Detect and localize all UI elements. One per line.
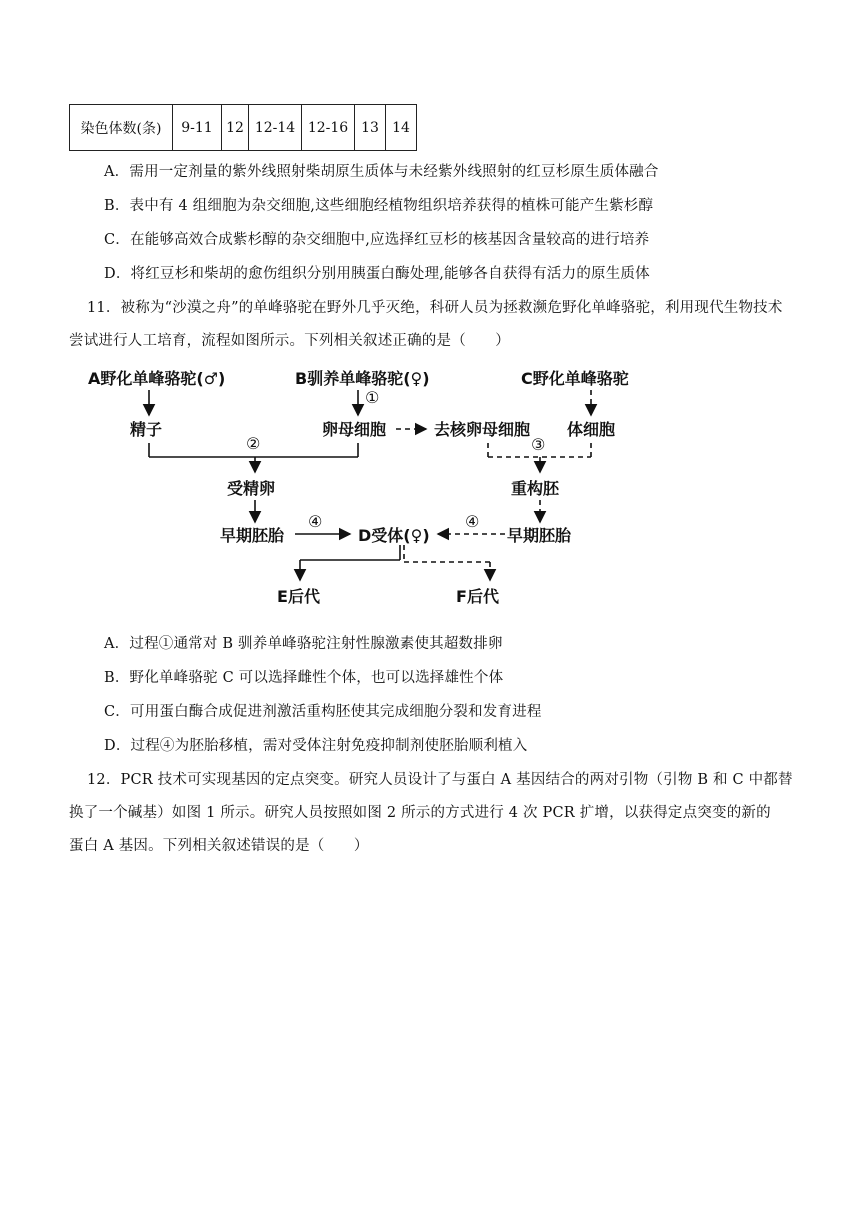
node-oocyte: 卵母细胞	[322, 420, 387, 439]
table-cell: 染色体数(条)	[70, 105, 173, 151]
table-cell: 12-16	[302, 105, 355, 151]
q12-stem-line2: 换了一个碱基）如图 1 所示。研究人员按照如图 2 所示的方式进行 4 次 PCR 扩增，以获得定点突变的新的	[69, 805, 771, 821]
node-d-label: D	[358, 526, 372, 545]
node-sperm: 精子	[130, 420, 163, 439]
node-f-label: F	[456, 587, 467, 606]
q11-option-a: A．过程①通常对 B 驯养单峰骆驼注射性腺激素使其超数排卵	[104, 636, 503, 652]
table-cell: 14	[386, 105, 417, 151]
node-somatic-cell: 体细胞	[567, 420, 616, 439]
q11-option-d: D．过程④为胚胎移植，需对受体注射免疫抑制剂使胚胎顺利植入	[104, 738, 528, 754]
node-b-label: B	[295, 369, 308, 388]
node-enucleated-oocyte: 去核卵母细胞	[434, 420, 531, 439]
node-c-wild-camel	[521, 366, 629, 389]
q10-option-b: B．表中有 4 组细胞为杂交细胞,这些细胞经植物组织培养获得的植株可能产生紫杉醇	[104, 198, 654, 214]
node-c-label: C	[521, 369, 533, 388]
node-a-wild-camel-male	[88, 366, 225, 389]
node-zygote: 受精卵	[227, 479, 276, 498]
node-e-name: 后代	[287, 587, 320, 606]
q12-stem-line1: 12．PCR 技术可实现基因的定点突变。研究人员设计了与蛋白 A 基因结合的两对引物（引物 B 和 C 中都替	[87, 772, 793, 788]
node-b-domestic-camel-female	[295, 366, 430, 389]
step-marker-3: ③	[531, 435, 546, 454]
node-a-label: A	[88, 369, 101, 388]
node-offspring-e	[277, 584, 320, 607]
node-d-name: 受体(♀)	[371, 526, 430, 545]
table-row	[70, 105, 417, 151]
table-cell: 13	[355, 105, 386, 151]
camel-breeding-flowchart	[70, 360, 670, 610]
step-marker-4-left: ④	[308, 512, 323, 531]
node-recipient-d	[358, 523, 430, 546]
node-a-name: 野化单峰骆驼(♂)	[100, 369, 226, 388]
q11-stem-line2: 尝试进行人工培育，流程如图所示。下列相关叙述正确的是（ ）	[69, 333, 510, 349]
table-cell: 12	[222, 105, 249, 151]
q11-stem-line1: 11．被称为“沙漠之舟”的单峰骆驼在野外几乎灭绝，科研人员为拯救濒危野化单峰骆驼，利用现代生物技术	[87, 300, 783, 316]
q11-option-b: B．野化单峰骆驼 C 可以选择雌性个体，也可以选择雄性个体	[104, 670, 504, 686]
node-f-name: 后代	[466, 587, 499, 606]
node-b-name: 驯养单峰骆驼(♀)	[307, 369, 430, 388]
table-cell: 9-11	[173, 105, 222, 151]
q12-stem-line3: 蛋白 A 基因。下列相关叙述错误的是（ ）	[69, 838, 369, 854]
node-reconstructed-embryo: 重构胚	[511, 479, 560, 498]
q10-option-a: A．需用一定剂量的紫外线照射柴胡原生质体与未经紫外线照射的红豆杉原生质体融合	[104, 164, 659, 180]
chromosome-table	[69, 104, 417, 151]
node-c-name: 野化单峰骆驼	[532, 369, 629, 388]
node-offspring-f	[456, 584, 499, 607]
node-early-embryo-right: 早期胚胎	[507, 526, 572, 545]
step-marker-2: ②	[246, 434, 261, 453]
node-e-label: E	[277, 587, 288, 606]
q10-option-c: C．在能够高效合成紫杉醇的杂交细胞中,应选择红豆杉的核基因含量较高的进行培养	[104, 232, 650, 248]
step-marker-1: ①	[365, 388, 380, 407]
q10-option-d: D．将红豆杉和柴胡的愈伤组织分别用胰蛋白酶处理,能够各自获得有活力的原生质体	[104, 266, 650, 282]
q11-option-c: C．可用蛋白酶合成促进剂激活重构胚使其完成细胞分裂和发育进程	[104, 704, 542, 720]
step-marker-4-right: ④	[465, 512, 480, 531]
node-early-embryo-left: 早期胚胎	[220, 526, 285, 545]
table-cell: 12-14	[249, 105, 302, 151]
